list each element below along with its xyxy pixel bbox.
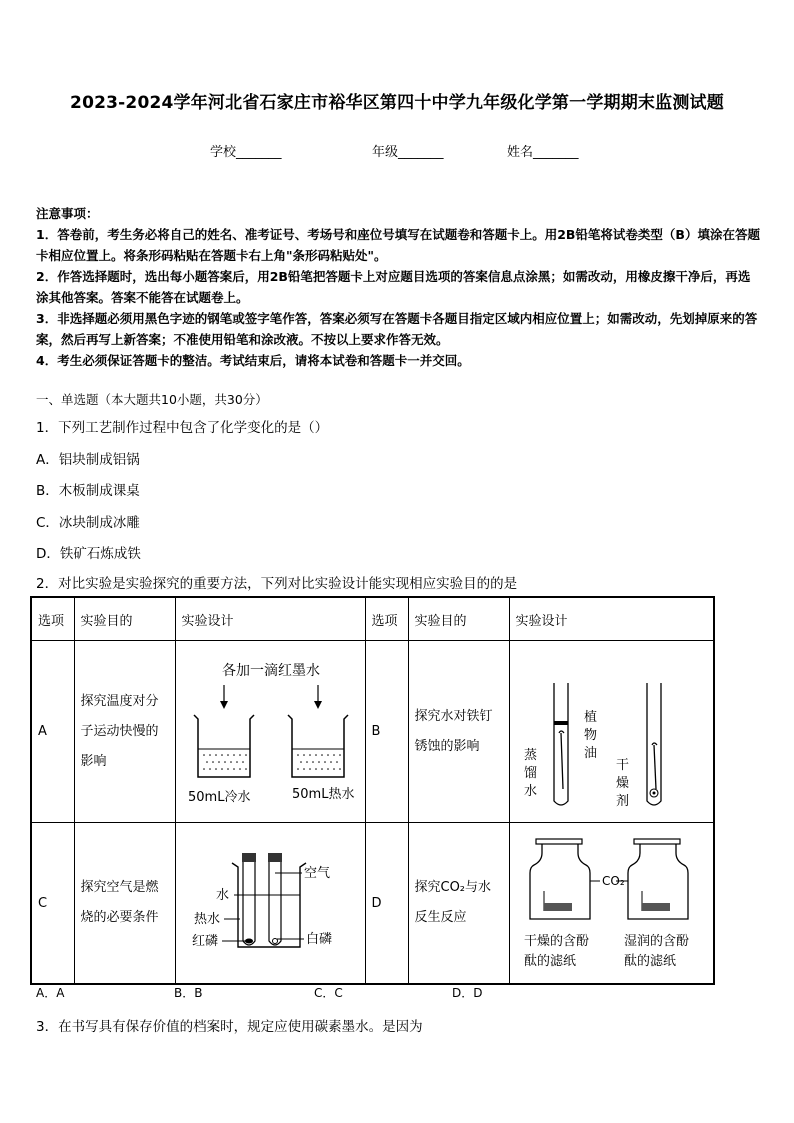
- header-design: 实验设计: [175, 597, 365, 641]
- question-2-stem: 2．对比实验是实验探究的重要方法，下列对比实验设计能实现相应实验目的的是: [36, 576, 518, 592]
- figure-b-cell: [509, 641, 714, 823]
- dry-filter-paper-label: 干燥的含酚酞的滤纸: [523, 934, 589, 969]
- page-title: 2023-2024学年河北省石家庄市裕华区第四十中学九年级化学第一学期期末监测试题: [70, 93, 724, 113]
- row-purpose-b: 探究水对铁钉锈蚀的影响: [408, 641, 509, 823]
- figure-a-cell: [175, 641, 365, 823]
- header-option: 选项: [365, 597, 408, 641]
- air-label: 空气: [303, 866, 330, 881]
- figure-a-top-label: 各加一滴红墨水: [221, 663, 320, 679]
- row-option-a: A: [31, 641, 74, 823]
- row-option-c: C: [31, 823, 74, 985]
- name-field[interactable]: 姓名_______: [507, 145, 579, 160]
- combustion-diagram: [176, 823, 366, 979]
- experiment-table: [30, 596, 715, 985]
- header-purpose: 实验目的: [408, 597, 509, 641]
- q1-option-d[interactable]: D．铁矿石炼成铁: [36, 546, 141, 562]
- plant-oil-label: 植物油: [583, 710, 597, 761]
- co2-label: CO₂: [601, 874, 625, 888]
- desiccant-label: 干燥剂: [615, 758, 629, 809]
- q1-option-c[interactable]: C．冰块制成冰雕: [36, 515, 140, 531]
- gas-bottles-diagram: [510, 823, 715, 979]
- row-purpose-d: 探究CO₂与水反生反应: [408, 823, 509, 985]
- wet-filter-paper-label: 湿润的含酚酞的滤纸: [623, 934, 689, 969]
- q2-answer-b[interactable]: B．B: [174, 986, 203, 1000]
- beakers-diagram: [176, 641, 366, 818]
- q2-answer-c[interactable]: C．C: [314, 986, 343, 1000]
- q2-answer-d[interactable]: D．D: [452, 986, 483, 1000]
- figure-d-cell: [509, 823, 714, 985]
- notice-item-4: 4．考生必须保证答题卡的整洁。考试结束后，请将本试卷和答题卡一并交回。: [36, 353, 470, 368]
- q1-option-b[interactable]: B．木板制成课桌: [36, 483, 140, 499]
- water-label: 水: [215, 888, 229, 903]
- distilled-water-label: 蒸馏水: [523, 748, 537, 799]
- table-row: [31, 823, 714, 985]
- question-3-stem: 3．在书写具有保存价值的档案时，规定应使用碳素墨水。是因为: [36, 1019, 423, 1035]
- row-option-d: D: [365, 823, 408, 985]
- table-row: [31, 641, 714, 823]
- notice-item-1: 1．答卷前，考生务必将自己的姓名、准考证号、考场号和座位号填写在试题卷和答题卡上。用2B铅笔将试卷类型（B）填涂在答题卡相应位置上。将条形码粘贴在答题卡右上角"条形码粘贴处"。: [36, 227, 760, 263]
- notice-heading: 注意事项：: [36, 206, 99, 221]
- hot-water-label: 50mL热水: [291, 787, 354, 802]
- hot-water-label: 热水: [193, 912, 220, 927]
- header-purpose: 实验目的: [74, 597, 175, 641]
- row-option-b: B: [365, 641, 408, 823]
- section-heading: 一、单选题（本大题共10小题，共30分）: [36, 392, 268, 407]
- school-field[interactable]: 学校_______: [210, 145, 282, 160]
- red-phosphorus-label: 红磷: [191, 934, 218, 949]
- white-phosphorus-label: 白磷: [305, 932, 332, 947]
- cold-water-label: 50mL冷水: [187, 790, 250, 805]
- header-option: 选项: [31, 597, 74, 641]
- table-header-row: [31, 597, 714, 641]
- notice-item-3: 3．非选择题必须用黑色字迹的钢笔或签字笔作答，答案必须写在答题卡各题目指定区域内相应位置上；如需改动，先划掉原来的答案，然后再写上新答案；不准使用铅笔和涂改液。不按以上要求作答无效。: [36, 311, 758, 347]
- header-design: 实验设计: [509, 597, 714, 641]
- row-purpose-c: 探究空气是燃烧的必要条件: [74, 823, 175, 985]
- q2-answer-a[interactable]: A．A: [36, 986, 65, 1000]
- row-purpose-a: 探究温度对分子运动快慢的影响: [74, 641, 175, 823]
- q1-option-a[interactable]: A．铝块制成铝锅: [36, 452, 140, 468]
- figure-c-cell: [175, 823, 365, 985]
- notice-item-2: 2．作答选择题时，选出每小题答案后，用2B铅笔把答题卡上对应题目选项的答案信息点涂黑；如需改动，用橡皮擦干净后，再选涂其他答案。答案不能答在试题卷上。: [36, 269, 751, 305]
- question-1-stem: 1．下列工艺制作过程中包含了化学变化的是（）: [36, 420, 329, 436]
- test-tubes-diagram: [510, 641, 715, 818]
- grade-field[interactable]: 年级_______: [372, 145, 444, 160]
